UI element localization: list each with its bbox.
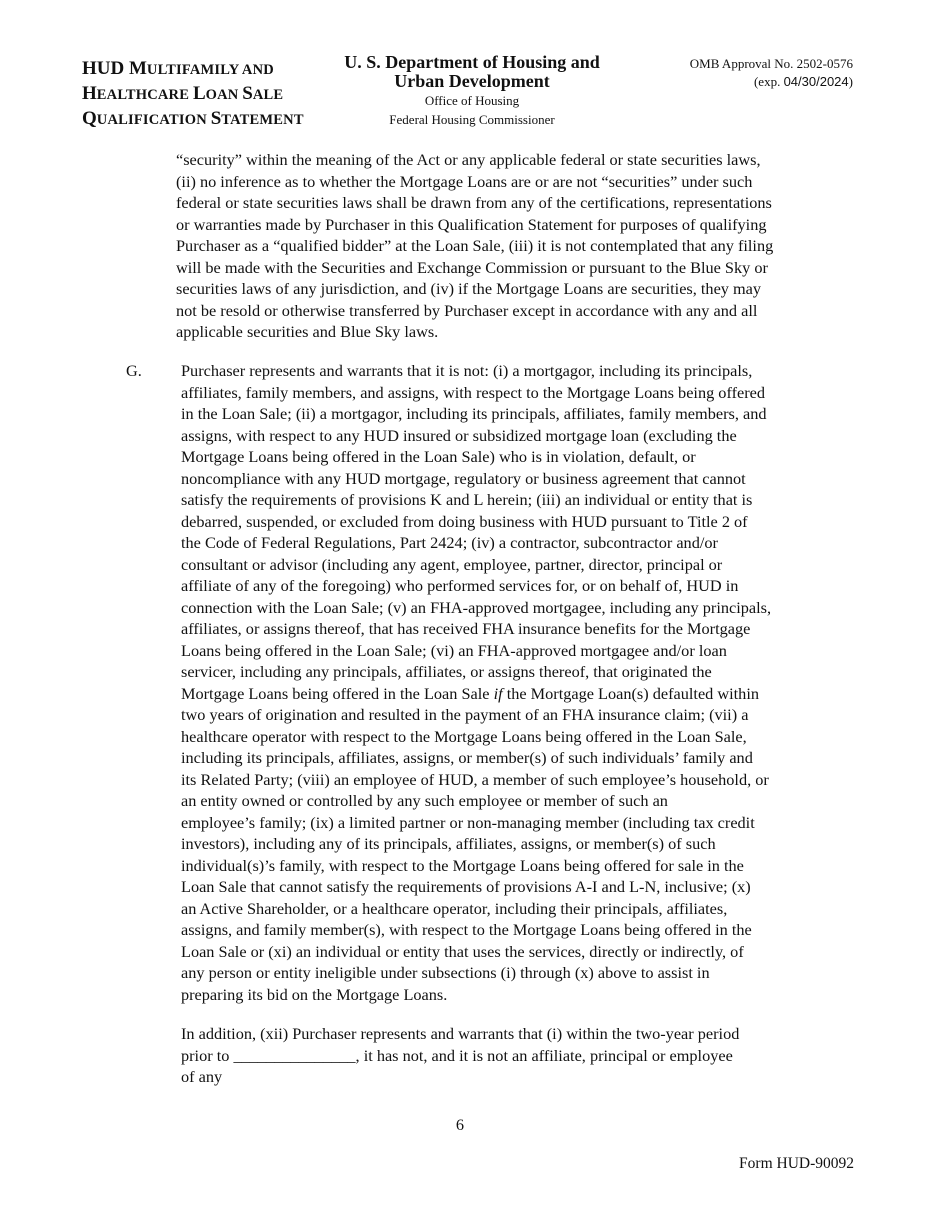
form-title: HUD MULTIFAMILY AND HEALTHCARE LOAN SALE QUALIFICATION STATEMENT <box>82 58 304 129</box>
department-name-line2: Urban Development <box>394 71 550 91</box>
department-name-line1: U. S. Department of Housing and <box>344 52 600 72</box>
office-name: Office of Housing <box>424 93 520 108</box>
section-g-label: G. <box>126 361 142 380</box>
form-number: Form HUD-90092 <box>739 1155 854 1172</box>
omb-approval <box>640 55 853 91</box>
paragraph-g: Purchaser represents and warrants that it is not: (i) a mortgagor, including its principals, affiliates, family members, and assigns, with respect to the Mortgage Loans being offered in the Loan Sale; (ii) a mortgagor, including its principals, affiliates, family members, and assigns, with respect to any HUD insured or subsidized mortgage loan (excluding the Mortgage Loans being offered in the Loan Sale) who is in violation, default, or noncompliance with any HUD mortgage, regulatory or business agreement that cannot satisfy the requirements of provisions K and L herein; (iii) an individual or entity that is debarred, suspended, or excluded from doing business with HUD pursuant to Title 2 of the Code of Federal Regulations, Part 2424; (iv) a contractor, subcontractor and/or consultant or advisor (including any agent, employee, partner, director, principal or affiliate of any of the foregoing) who performed services for, or on behalf of, HUD in connection with the Loan Sale; (v) an FHA-approved mortgagee, including any principals, affiliates, or assigns thereof, that has received FHA insurance benefits for the Mortgage Loans being offered in the Loan Sale; (vi) an FHA-approved mortgagee and/or loan servicer, including any principals, affiliates, or assigns thereof, that originated the Mortgage Loans being offered in the Loan Sale if the Mortgage Loan(s) defaulted within two years of origination and resulted in the payment of an FHA insurance claim; (vii) a healthcare operator with respect to the Mortgage Loans being offered in the Loan Sale, including its principals, affiliates, assigns, or member(s) of such individuals’ family and its Related Party; (viii) an employee of HUD, a member of such employee’s household, or an entity owned or controlled by any such employee or member of such an employee’s family; (ix) a limited partner or non-managing member (including tax credit investors), including any of its principals, affiliates, assigns, or member(s) of such individual(s)’s family, with respect to the Mortgage Loans being offered for sale in the Loan Sale that cannot satisfy the requirements of provisions A-I and L-N, inclusive; (x) an Active Shareholder, or a healthcare operator, including their principals, affiliates, assigns, and family member(s), with respect to the Mortgage Loans being offered in the Loan Sale or (xi) an individual or entity that uses the services, directly or indirectly, of any person or entity ineligible under subsections (i) through (x) above to assist in preparing its bid on the Mortgage Loans. <box>181 361 772 1004</box>
commissioner-name: Federal Housing Commissioner <box>389 112 555 127</box>
expiration-date: 04/30/2024 <box>783 74 849 89</box>
page-number: 6 <box>455 1115 465 1134</box>
department-header <box>322 53 622 129</box>
paragraph-additional-representation: In addition, (xii) Purchaser represents and warrants that (i) within the two-year period prior to _______________, it has not, and it is not an affiliate, principal or employee of any <box>181 1024 740 1086</box>
expiration: (exp. 04/30/2024) <box>753 74 853 89</box>
omb-number: OMB Approval No. 2502-0576 <box>689 56 853 71</box>
paragraph-f-continuation: “security” within the meaning of the Act or any applicable federal or state securities laws, (ii) no inference as to whether the Mortgage Loans are or are not “securities” under such federal or state securities laws shall be drawn from any of the certifications, representations or warranties made by Purchaser in this Qualification Statement for purposes of qualifying Purchaser as a “qualified bidder” at the Loan Sale, (iii) it is not contemplated that any filing will be made with the Securities and Exchange Commission or pursuant to the Blue Sky or securities laws of any jurisdiction, and (iv) if the Mortgage Loans are securities, they may not be resold or otherwise transferred by Purchaser except in accordance with any and all applicable securities and Blue Sky laws. <box>176 150 774 341</box>
